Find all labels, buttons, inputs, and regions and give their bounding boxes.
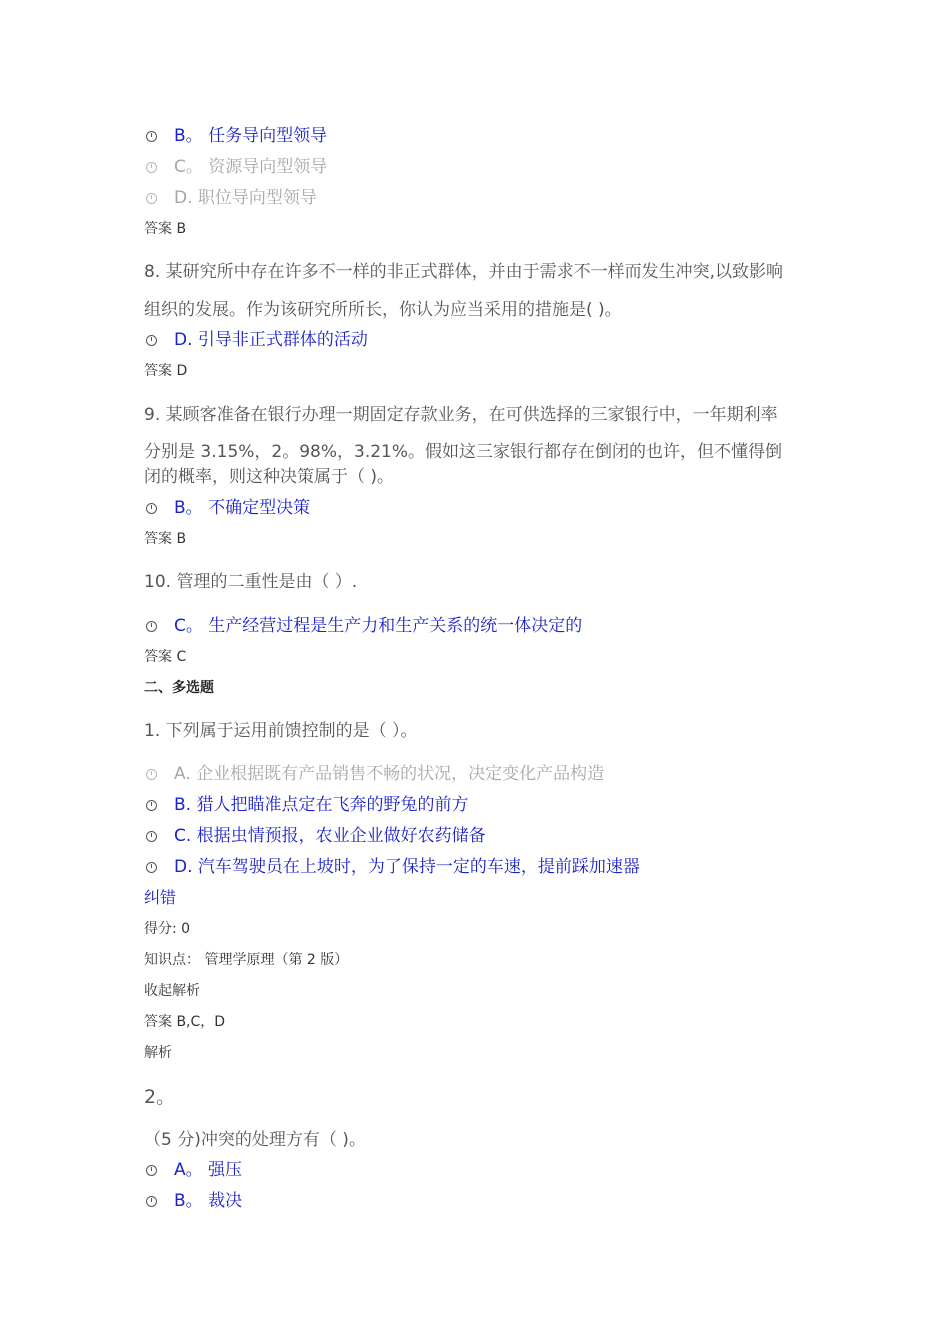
q8-answer: 答案 D	[144, 363, 188, 379]
option-label: D. 职位导向型领导	[174, 188, 317, 208]
radio-selected-icon[interactable]	[146, 503, 157, 514]
q9-option-b[interactable]	[146, 500, 310, 517]
q7-option-b[interactable]	[146, 128, 327, 145]
radio-icon[interactable]	[146, 162, 157, 173]
option-label: B。 任务导向型领导	[174, 126, 328, 146]
radio-selected-icon[interactable]	[146, 800, 157, 811]
option-label: C。 资源导向型领导	[174, 157, 328, 177]
option-label: C。 生产经营过程是生产力和生产关系的统一体决定的	[174, 616, 583, 636]
q9-text-line1: 9. 某顾客准备在银行办理一期固定存款业务，在可供选择的三家银行中，一年期利率	[144, 405, 778, 425]
section-title: 二、多选题	[144, 680, 214, 696]
q10-answer: 答案 C	[144, 649, 187, 665]
mq2-text-line1: （5 分)冲突的处理方有（ )。	[144, 1130, 366, 1150]
radio-selected-icon[interactable]	[146, 862, 157, 873]
q7-option-d[interactable]	[146, 190, 317, 207]
collapse-analysis-link[interactable]: 收起解析	[144, 983, 200, 999]
radio-icon[interactable]	[146, 193, 157, 204]
option-label: D. 汽车驾驶员在上坡时，为了保持一定的车速，提前踩加速器	[174, 857, 640, 877]
score-text: 得分: 0	[144, 921, 191, 937]
knowledge-point: 知识点： 管理学原理（第 2 版）	[144, 952, 349, 968]
radio-selected-icon[interactable]	[146, 831, 157, 842]
option-label: B. 猎人把瞄准点定在飞奔的野兔的前方	[174, 795, 469, 815]
mq1-option-a[interactable]	[146, 766, 604, 783]
mq1-option-c[interactable]	[146, 828, 486, 845]
option-label: C. 根据虫情预报，农业企业做好农药储备	[174, 826, 486, 846]
analysis-label: 解析	[144, 1045, 172, 1061]
q7-answer: 答案 B	[144, 221, 187, 237]
mq1-text-line1: 1. 下列属于运用前馈控制的是（ ）。	[144, 721, 418, 741]
radio-selected-icon[interactable]	[146, 621, 157, 632]
q8-line1: 8. 某研究所中存在许多不一样的非正式群体，并由于需求不一样而发生冲突,以致影响	[144, 262, 784, 282]
radio-selected-icon[interactable]	[146, 1165, 157, 1176]
q10-text-line1: 10. 管理的二重性是由（ ）.	[144, 572, 358, 592]
q8-text-line2: 组织的发展。作为该研究所所长，你认为应当采用的措施是( )。	[144, 300, 622, 320]
correction-link[interactable]: 纠错	[144, 888, 177, 907]
option-label: B。 不确定型决策	[174, 498, 311, 518]
mq2-option-b[interactable]	[146, 1193, 242, 1210]
q9-answer: 答案 B	[144, 531, 187, 547]
mq1-option-d[interactable]	[146, 859, 640, 876]
q7-option-c[interactable]	[146, 159, 327, 176]
mq1-answer: 答案 B,C，D	[144, 1014, 226, 1030]
option-label: D. 引导非正式群体的活动	[174, 330, 368, 350]
q10-option-c[interactable]	[146, 618, 582, 635]
option-label: A. 企业根据既有产品销售不畅的状况，决定变化产品构造	[174, 764, 605, 784]
radio-selected-icon[interactable]	[146, 1196, 157, 1207]
radio-selected-icon[interactable]	[146, 335, 157, 346]
radio-icon[interactable]	[146, 769, 157, 780]
mq1-option-b[interactable]	[146, 797, 468, 814]
mq2-option-a[interactable]	[146, 1162, 242, 1179]
q9-text-line2: 分别是 3.15%，2。98%，3.21%。假如这三家银行都存在倒闭的也许，但不懂得倒	[144, 442, 783, 462]
option-label: B。 裁决	[174, 1191, 243, 1211]
mq2-number: 2。	[144, 1086, 176, 1108]
q8-text-line1	[144, 264, 783, 281]
q8-option-d[interactable]	[146, 332, 368, 349]
q9-text-line3: 闭的概率，则这种决策属于（ )。	[144, 467, 395, 487]
option-label: A。 强压	[174, 1160, 243, 1180]
radio-selected-icon[interactable]	[146, 131, 157, 142]
